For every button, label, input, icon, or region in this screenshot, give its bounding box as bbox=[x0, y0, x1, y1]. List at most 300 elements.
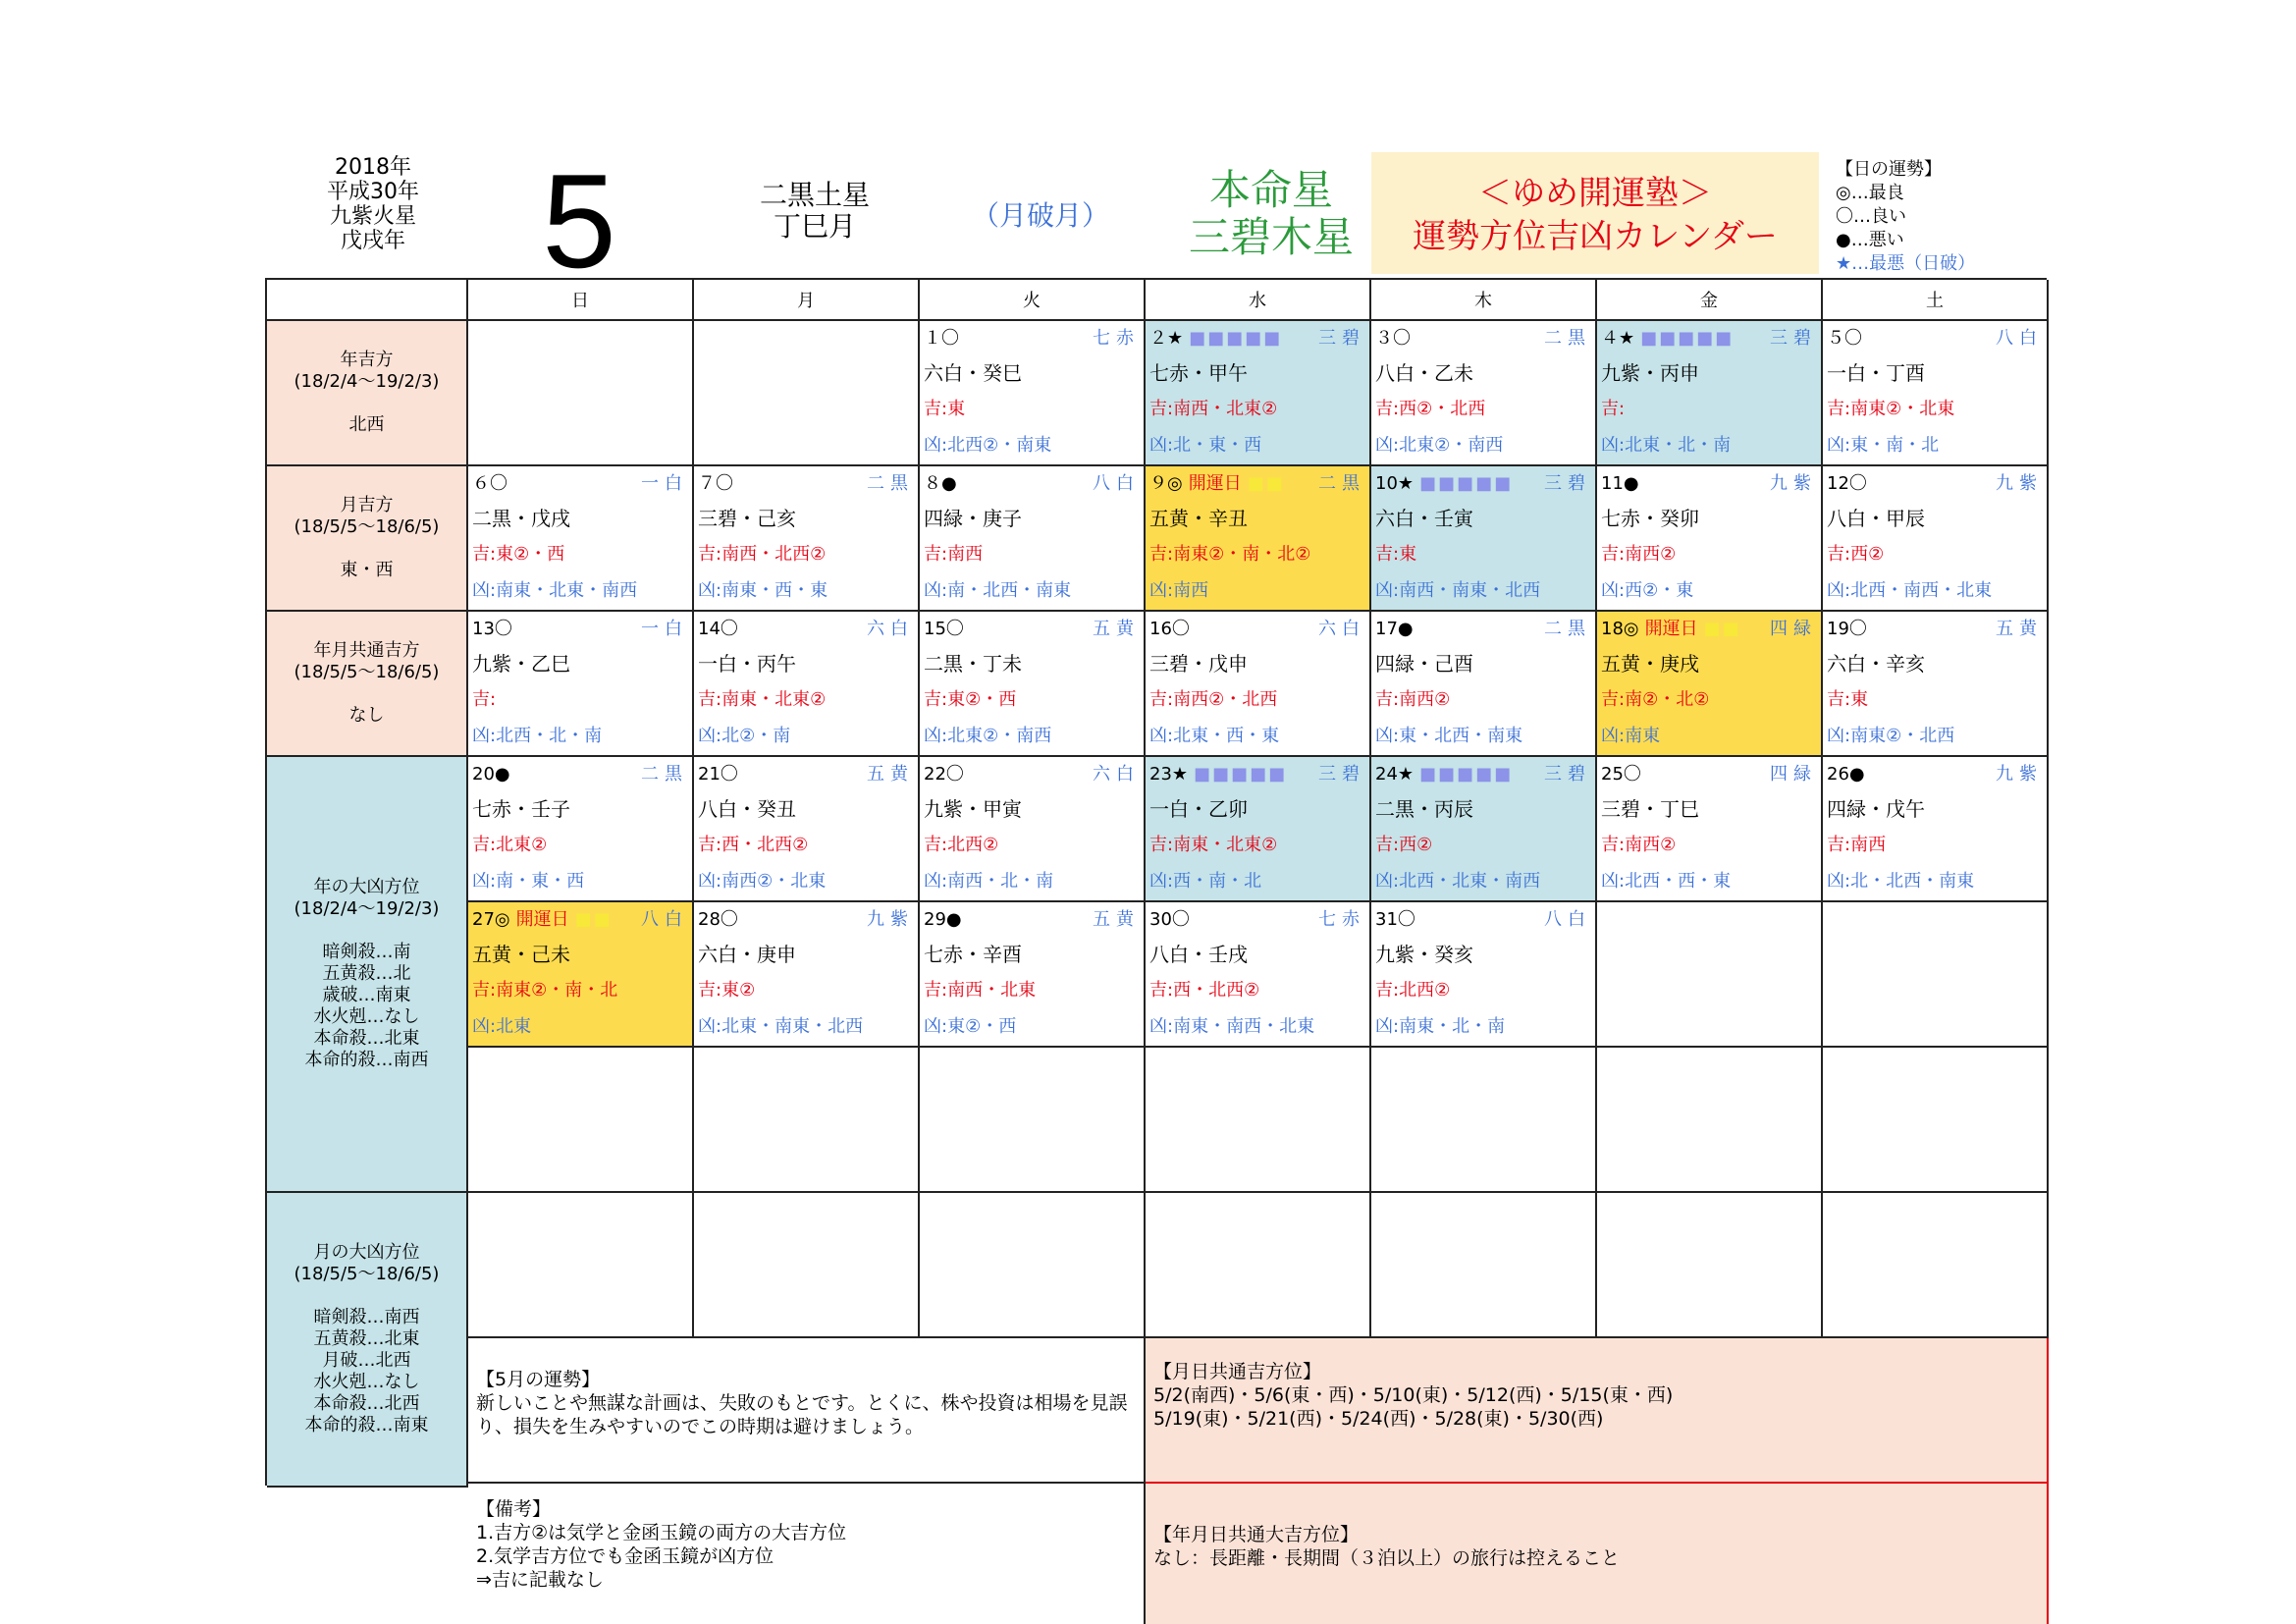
day-unlucky: 凶:南東 bbox=[1601, 726, 1661, 746]
day-header bbox=[1149, 906, 1365, 940]
weekday-header: 水 bbox=[1146, 280, 1371, 321]
nine-star: 五黄 bbox=[1093, 909, 1140, 930]
side-item: 本命的殺…南西 bbox=[304, 1050, 429, 1070]
day-header bbox=[1375, 906, 1591, 940]
day-mark bbox=[472, 906, 613, 940]
empty-day-cell bbox=[468, 321, 694, 466]
day-number: 10★ bbox=[1375, 473, 1415, 494]
side-period: (18/2/4〜19/2/3) bbox=[294, 898, 440, 919]
day-number: ３〇 bbox=[1375, 328, 1411, 349]
month-day-common-line: 5/19(東)・5/21(西)・5/24(西)・5/28(東)・5/30(西) bbox=[1153, 1408, 1604, 1430]
day-lucky: 吉: bbox=[1601, 399, 1626, 419]
side-period: (18/5/5〜18/6/5) bbox=[294, 1264, 440, 1284]
nine-star: 三碧 bbox=[1544, 764, 1591, 785]
day-number: 18◎ bbox=[1601, 619, 1639, 639]
day-cell bbox=[1146, 466, 1371, 612]
nine-star: 五黄 bbox=[1996, 619, 2043, 639]
day-number: 23★ bbox=[1149, 764, 1189, 785]
day-cell bbox=[1597, 466, 1823, 612]
day-lucky: 吉:東 bbox=[924, 399, 966, 419]
weekday-header: 土 bbox=[1823, 280, 2049, 321]
day-header bbox=[1827, 616, 2043, 649]
empty-day-cell bbox=[1371, 1048, 1597, 1193]
nine-star: 二黒 bbox=[641, 764, 688, 785]
remarks bbox=[468, 1484, 1146, 1624]
monthly-fortune-text: 新しいことや無謀な計画は、失敗のもとです。とくに、株や投資は相場を見誤り、損失を生みやすいのでこの時期は避けましょう。 bbox=[476, 1392, 1128, 1437]
empty-day-cell bbox=[468, 1048, 694, 1193]
day-unlucky: 凶:東・北西・南東 bbox=[1375, 726, 1523, 746]
day-lucky: 吉:西・北西② bbox=[1149, 980, 1260, 1001]
day-header bbox=[924, 325, 1140, 358]
day-unlucky: 凶:南西・南東・北西 bbox=[1375, 580, 1541, 601]
day-mark bbox=[1149, 325, 1282, 358]
day-lucky: 吉:北東② bbox=[472, 835, 548, 855]
nine-star: 八白 bbox=[1996, 328, 2043, 349]
day-lucky: 吉:北西② bbox=[924, 835, 999, 855]
day-lucky: 吉:南東②・南・北 bbox=[472, 980, 618, 1001]
day-mark bbox=[698, 761, 738, 794]
day-unlucky: 凶:北西・西・東 bbox=[1601, 871, 1732, 892]
day-header bbox=[1601, 761, 1817, 794]
day-lucky: 吉:南西・北西② bbox=[698, 544, 827, 565]
empty-day-cell bbox=[1597, 1048, 1823, 1193]
day-header bbox=[698, 470, 914, 504]
empty-day-cell bbox=[468, 1193, 694, 1338]
day-star-eto: 一白・丙午 bbox=[698, 652, 796, 676]
day-unlucky: 凶:北西・北・南 bbox=[472, 726, 603, 746]
era-line: 平成30年 bbox=[327, 180, 419, 204]
year-line: 2018年 bbox=[335, 155, 411, 180]
month-star-line: 二黒土星 bbox=[759, 179, 870, 211]
day-cell bbox=[920, 902, 1146, 1048]
day-star-eto: 四緑・戊午 bbox=[1827, 797, 1925, 821]
day-unlucky: 凶:北東・西・東 bbox=[1149, 726, 1280, 746]
day-mark bbox=[1375, 761, 1513, 794]
day-lucky: 吉:西② bbox=[1827, 544, 1885, 565]
nine-star: 九紫 bbox=[1996, 764, 2043, 785]
side-item: 本命殺…北西 bbox=[313, 1393, 420, 1414]
monthly-fortune bbox=[468, 1338, 1146, 1484]
day-number: 13〇 bbox=[472, 619, 512, 639]
day-number: 20● bbox=[472, 764, 510, 785]
day-header bbox=[698, 761, 914, 794]
side-title: 月の大凶方位 bbox=[313, 1242, 420, 1263]
day-header bbox=[1827, 325, 2043, 358]
nine-star: 二黒 bbox=[1318, 473, 1365, 494]
title-main: 運勢方位吉凶カレンダー bbox=[1413, 217, 1778, 256]
day-lucky: 吉:南西②・北西 bbox=[1149, 689, 1278, 710]
day-star-eto: 四緑・己酉 bbox=[1375, 652, 1473, 676]
month-star bbox=[717, 180, 913, 243]
day-star-eto: 七赤・辛酉 bbox=[924, 943, 1022, 966]
hakai-squares: ■■■■■ bbox=[1194, 764, 1288, 785]
year-eto-line: 戊戌年 bbox=[340, 229, 405, 253]
day-star-eto: 六白・壬寅 bbox=[1375, 507, 1473, 530]
day-lucky: 吉:南西② bbox=[1601, 544, 1677, 565]
day-unlucky: 凶:西・南・北 bbox=[1149, 871, 1262, 892]
month-day-common-lucky bbox=[1146, 1338, 2049, 1484]
day-header bbox=[472, 470, 688, 504]
day-unlucky: 凶:南西②・北東 bbox=[698, 871, 827, 892]
day-unlucky: 凶:南西・北・南 bbox=[924, 871, 1054, 892]
day-unlucky: 凶:北西・北東・南西 bbox=[1375, 871, 1541, 892]
day-star-eto: 七赤・癸卯 bbox=[1601, 507, 1699, 530]
day-header bbox=[924, 761, 1140, 794]
day-number: １〇 bbox=[924, 328, 959, 349]
nine-star: 九紫 bbox=[1770, 473, 1817, 494]
side-item: 本命殺…北東 bbox=[313, 1028, 420, 1049]
day-mark bbox=[1149, 616, 1190, 649]
day-lucky: 吉:東 bbox=[1827, 689, 1869, 710]
side-item: 本命的殺…南東 bbox=[304, 1415, 429, 1435]
day-lucky: 吉:南西・北東② bbox=[1149, 399, 1278, 419]
day-header bbox=[924, 616, 1140, 649]
day-header bbox=[1149, 470, 1365, 504]
day-mark bbox=[1601, 616, 1741, 649]
side-value: なし bbox=[348, 705, 385, 726]
day-header bbox=[698, 906, 914, 940]
day-unlucky: 凶:南東・北・南 bbox=[1375, 1016, 1506, 1037]
day-mark bbox=[1375, 906, 1415, 940]
month-day-common-title: 【月日共通吉方位】 bbox=[1153, 1361, 1322, 1382]
side-value: 北西 bbox=[348, 414, 385, 435]
day-star-eto: 八白・壬戌 bbox=[1149, 943, 1248, 966]
day-header bbox=[1375, 761, 1591, 794]
day-header bbox=[1149, 325, 1365, 358]
day-cell bbox=[1597, 757, 1823, 902]
day-star-eto: 四緑・庚子 bbox=[924, 507, 1022, 530]
weekday-header: 木 bbox=[1371, 280, 1597, 321]
day-unlucky: 凶:北西・南西・北東 bbox=[1827, 580, 1993, 601]
empty-day-cell bbox=[1146, 1193, 1371, 1338]
year-month-day-common-text: なし：長距離・長期間（３泊以上）の旅行は控えること bbox=[1153, 1547, 1621, 1569]
day-cell bbox=[1146, 612, 1371, 757]
day-cell bbox=[1823, 466, 2049, 612]
day-number: ６〇 bbox=[472, 473, 507, 494]
day-mark bbox=[472, 616, 512, 649]
gappa-label: （月破月） bbox=[971, 199, 1109, 232]
kaiun-squares: ■■ bbox=[1703, 619, 1741, 639]
corner-cell bbox=[267, 280, 468, 321]
day-number: 25〇 bbox=[1601, 764, 1641, 785]
day-unlucky: 凶:南東・北東・南西 bbox=[472, 580, 638, 601]
day-cell bbox=[468, 902, 694, 1048]
fortune-legend bbox=[1836, 158, 2022, 276]
nine-star: 七赤 bbox=[1093, 328, 1140, 349]
kaiun-label: 開運日 bbox=[1644, 619, 1698, 639]
day-unlucky: 凶:北②・南 bbox=[698, 726, 791, 746]
day-mark bbox=[1375, 325, 1411, 358]
day-mark bbox=[1601, 470, 1639, 504]
nine-star: 三碧 bbox=[1770, 328, 1817, 349]
empty-day-cell bbox=[1371, 1193, 1597, 1338]
day-cell bbox=[694, 466, 920, 612]
kaiun-squares: ■■ bbox=[574, 909, 613, 930]
day-cell bbox=[468, 466, 694, 612]
day-lucky: 吉:北西② bbox=[1375, 980, 1451, 1001]
day-cell bbox=[468, 757, 694, 902]
day-cell bbox=[1823, 612, 2049, 757]
calendar-title bbox=[1371, 152, 1819, 274]
day-mark bbox=[1601, 761, 1641, 794]
day-unlucky: 凶:南・北西・南東 bbox=[924, 580, 1072, 601]
day-number: ８● bbox=[924, 473, 957, 494]
day-cell bbox=[1371, 321, 1597, 466]
day-number: ９◎ bbox=[1149, 473, 1183, 494]
day-cell bbox=[1823, 757, 2049, 902]
day-number: 15〇 bbox=[924, 619, 964, 639]
day-header bbox=[1375, 470, 1591, 504]
day-lucky: 吉:南②・北② bbox=[1601, 689, 1710, 710]
weekday-header: 月 bbox=[694, 280, 920, 321]
kaiun-label: 開運日 bbox=[515, 909, 569, 930]
empty-day-cell bbox=[694, 321, 920, 466]
day-cell bbox=[1146, 757, 1371, 902]
day-header bbox=[1827, 761, 2043, 794]
day-mark bbox=[698, 906, 738, 940]
year-month-day-common-lucky bbox=[1146, 1484, 2049, 1624]
day-header bbox=[1601, 616, 1817, 649]
nine-star: 一白 bbox=[641, 473, 688, 494]
year-month-day-common-title: 【年月日共通大吉方位】 bbox=[1153, 1524, 1360, 1545]
day-header bbox=[1375, 325, 1591, 358]
day-unlucky: 凶:北・北西・南東 bbox=[1827, 871, 1975, 892]
side-item: 歳破…南東 bbox=[322, 985, 411, 1005]
day-star-eto: 五黄・辛丑 bbox=[1149, 507, 1248, 530]
day-number: 26● bbox=[1827, 764, 1865, 785]
nine-star: 二黒 bbox=[1544, 619, 1591, 639]
nine-star: 二黒 bbox=[1544, 328, 1591, 349]
day-lucky: 吉:南東②・南・北② bbox=[1149, 544, 1311, 565]
day-header bbox=[472, 761, 688, 794]
day-header bbox=[472, 906, 688, 940]
day-mark bbox=[472, 761, 510, 794]
day-unlucky: 凶:北東②・南西 bbox=[1375, 435, 1504, 456]
day-unlucky: 凶:南東・西・東 bbox=[698, 580, 828, 601]
day-mark bbox=[924, 470, 957, 504]
day-star-eto: 一白・乙卯 bbox=[1149, 797, 1248, 821]
weekday-header: 日 bbox=[468, 280, 694, 321]
day-unlucky: 凶:北東・北・南 bbox=[1601, 435, 1732, 456]
day-mark bbox=[698, 616, 738, 649]
day-number: 30〇 bbox=[1149, 909, 1190, 930]
day-star-eto: 八白・甲辰 bbox=[1827, 507, 1925, 530]
day-star-eto: 二黒・戊戌 bbox=[472, 507, 570, 530]
nine-star: 六白 bbox=[1318, 619, 1365, 639]
day-mark bbox=[1149, 906, 1190, 940]
day-number: 29● bbox=[924, 909, 962, 930]
empty-day-cell bbox=[1597, 1193, 1823, 1338]
day-lucky: 吉: bbox=[472, 689, 497, 710]
day-unlucky: 凶:北東・南東・北西 bbox=[698, 1016, 864, 1037]
day-mark bbox=[472, 470, 507, 504]
day-star-eto: 一白・丁酉 bbox=[1827, 361, 1925, 385]
day-star-eto: 三碧・丁巳 bbox=[1601, 797, 1699, 821]
day-header bbox=[1601, 470, 1817, 504]
day-lucky: 吉:東② bbox=[698, 980, 756, 1001]
nine-star: 七赤 bbox=[1318, 909, 1365, 930]
day-lucky: 吉:南東・北東② bbox=[1149, 835, 1278, 855]
side-title: 年月共通吉方 bbox=[313, 640, 420, 661]
day-lucky: 吉:南西 bbox=[924, 544, 984, 565]
day-mark bbox=[1149, 761, 1287, 794]
day-mark bbox=[1827, 470, 1867, 504]
day-header bbox=[924, 470, 1140, 504]
legend-good: 〇…良い bbox=[1836, 206, 1906, 227]
empty-day-cell bbox=[920, 1048, 1146, 1193]
nine-star: 五黄 bbox=[1093, 619, 1140, 639]
nine-star: 九紫 bbox=[867, 909, 914, 930]
remarks-line: ⇒吉に記載なし bbox=[476, 1569, 604, 1591]
month-number: 5 bbox=[542, 146, 616, 296]
day-cell bbox=[1597, 321, 1823, 466]
year-lucky-direction bbox=[267, 321, 468, 466]
day-star-eto: 二黒・丁未 bbox=[924, 652, 1022, 676]
day-number: 21〇 bbox=[698, 764, 738, 785]
day-unlucky: 凶:南西 bbox=[1149, 580, 1209, 601]
day-mark bbox=[1601, 325, 1734, 358]
day-number: 17● bbox=[1375, 619, 1414, 639]
day-star-eto: 八白・癸丑 bbox=[698, 797, 796, 821]
side-period: (18/5/5〜18/6/5) bbox=[294, 662, 440, 682]
day-star-eto: 七赤・甲午 bbox=[1149, 361, 1248, 385]
common-lucky-direction bbox=[267, 612, 468, 757]
day-star-eto: 六白・癸巳 bbox=[924, 361, 1022, 385]
day-mark bbox=[1827, 761, 1865, 794]
day-star-eto: 九紫・乙巳 bbox=[472, 652, 570, 676]
day-number: ４★ bbox=[1601, 328, 1635, 349]
year-info bbox=[294, 155, 452, 253]
day-lucky: 吉:西・北西② bbox=[698, 835, 809, 855]
monthly-fortune-title: 【5月の運勢】 bbox=[476, 1369, 601, 1390]
day-cell bbox=[1371, 612, 1597, 757]
day-cell bbox=[1371, 757, 1597, 902]
legend-best: ◎…最良 bbox=[1836, 183, 1904, 203]
nine-star: 八白 bbox=[1544, 909, 1591, 930]
year-unlucky-directions bbox=[267, 757, 468, 1193]
legend-worst: ★…最悪（日破） bbox=[1836, 253, 1976, 274]
empty-day-cell bbox=[694, 1193, 920, 1338]
month-eto-line: 丁巳月 bbox=[773, 210, 856, 243]
honmei-label: 本命星 bbox=[1208, 166, 1333, 214]
day-lucky: 吉:南東②・北東 bbox=[1827, 399, 1955, 419]
day-mark bbox=[1827, 616, 1867, 649]
day-number: 22〇 bbox=[924, 764, 964, 785]
remarks-line: 2.気学吉方位でも金函玉鏡が凶方位 bbox=[476, 1545, 774, 1567]
day-header bbox=[472, 616, 688, 649]
day-mark bbox=[924, 906, 962, 940]
day-cell bbox=[920, 612, 1146, 757]
day-unlucky: 凶:北西②・南東 bbox=[924, 435, 1052, 456]
day-star-eto: 三碧・己亥 bbox=[698, 507, 796, 530]
day-star-eto: 二黒・丙辰 bbox=[1375, 797, 1473, 821]
day-mark bbox=[698, 470, 733, 504]
day-cell bbox=[920, 757, 1146, 902]
nine-star: 三碧 bbox=[1544, 473, 1591, 494]
day-star-eto: 五黄・庚戌 bbox=[1601, 652, 1699, 676]
remarks-title: 【備考】 bbox=[476, 1498, 552, 1520]
calendar-grid bbox=[265, 278, 2047, 1591]
empty-day-cell bbox=[1823, 1193, 2049, 1338]
side-item: 月破…北西 bbox=[322, 1350, 411, 1371]
month-lucky-direction bbox=[267, 466, 468, 612]
nine-star: 八白 bbox=[641, 909, 688, 930]
day-star-eto: 五黄・己未 bbox=[472, 943, 570, 966]
day-cell bbox=[1146, 902, 1371, 1048]
nine-star: 二黒 bbox=[867, 473, 914, 494]
day-number: 31〇 bbox=[1375, 909, 1415, 930]
day-lucky: 吉:東 bbox=[1375, 544, 1417, 565]
nine-star: 九紫 bbox=[1996, 473, 2043, 494]
side-title: 月吉方 bbox=[340, 495, 394, 515]
day-lucky: 吉:東②・西 bbox=[924, 689, 1017, 710]
side-title: 年吉方 bbox=[340, 350, 394, 370]
day-cell bbox=[1371, 466, 1597, 612]
day-unlucky: 凶:東②・西 bbox=[924, 1016, 1017, 1037]
day-lucky: 吉:南東・北東② bbox=[698, 689, 827, 710]
title-brand: ＜ゆめ開運塾＞ bbox=[1478, 174, 1712, 213]
nine-star: 八白 bbox=[1093, 473, 1140, 494]
day-unlucky: 凶:北東 bbox=[472, 1016, 532, 1037]
day-unlucky: 凶:東・南・北 bbox=[1827, 435, 1940, 456]
day-unlucky: 凶:南・東・西 bbox=[472, 871, 585, 892]
day-number: ５〇 bbox=[1827, 328, 1862, 349]
day-header bbox=[1149, 616, 1365, 649]
nine-star: 一白 bbox=[641, 619, 688, 639]
side-item: 水火剋…なし bbox=[313, 1372, 420, 1392]
day-number: ７〇 bbox=[698, 473, 733, 494]
weekday-header: 金 bbox=[1597, 280, 1823, 321]
day-unlucky: 凶:北・東・西 bbox=[1149, 435, 1262, 456]
day-unlucky: 凶:北東②・南西 bbox=[924, 726, 1052, 746]
hakai-squares: ■■■■■ bbox=[1640, 328, 1735, 349]
side-item: 暗剣殺…南 bbox=[322, 942, 411, 962]
day-star-eto: 九紫・甲寅 bbox=[924, 797, 1022, 821]
day-cell bbox=[920, 321, 1146, 466]
day-star-eto: 六白・庚申 bbox=[698, 943, 796, 966]
day-lucky: 吉:西② bbox=[1375, 835, 1433, 855]
day-star-eto: 七赤・壬子 bbox=[472, 797, 570, 821]
day-lucky: 吉:南西・北東 bbox=[924, 980, 1037, 1001]
day-unlucky: 凶:西②・東 bbox=[1601, 580, 1694, 601]
day-number: 27◎ bbox=[472, 909, 510, 930]
day-cell bbox=[1597, 612, 1823, 757]
day-lucky: 吉:南西② bbox=[1601, 835, 1677, 855]
day-star-eto: 八白・乙未 bbox=[1375, 361, 1473, 385]
nine-star: 四緑 bbox=[1770, 619, 1817, 639]
day-header bbox=[1375, 616, 1591, 649]
side-item: 暗剣殺…南西 bbox=[313, 1307, 420, 1327]
hakai-squares: ■■■■■ bbox=[1419, 473, 1514, 494]
nine-star: 四緑 bbox=[1770, 764, 1817, 785]
day-number: 19〇 bbox=[1827, 619, 1867, 639]
day-unlucky: 凶:南東②・北西 bbox=[1827, 726, 1955, 746]
day-cell bbox=[694, 612, 920, 757]
nine-star: 六白 bbox=[1093, 764, 1140, 785]
day-lucky: 吉:南西② bbox=[1375, 689, 1451, 710]
side-item: 五黄殺…北東 bbox=[313, 1328, 420, 1349]
day-header bbox=[1827, 470, 2043, 504]
empty-day-cell bbox=[1823, 902, 2049, 1048]
day-header bbox=[698, 616, 914, 649]
day-mark bbox=[1149, 470, 1285, 504]
day-mark bbox=[924, 325, 959, 358]
day-unlucky: 凶:南東・南西・北東 bbox=[1149, 1016, 1315, 1037]
day-lucky: 吉:南西 bbox=[1827, 835, 1887, 855]
nine-star: 三碧 bbox=[1318, 328, 1365, 349]
nine-star: 六白 bbox=[867, 619, 914, 639]
empty-day-cell bbox=[1597, 902, 1823, 1048]
